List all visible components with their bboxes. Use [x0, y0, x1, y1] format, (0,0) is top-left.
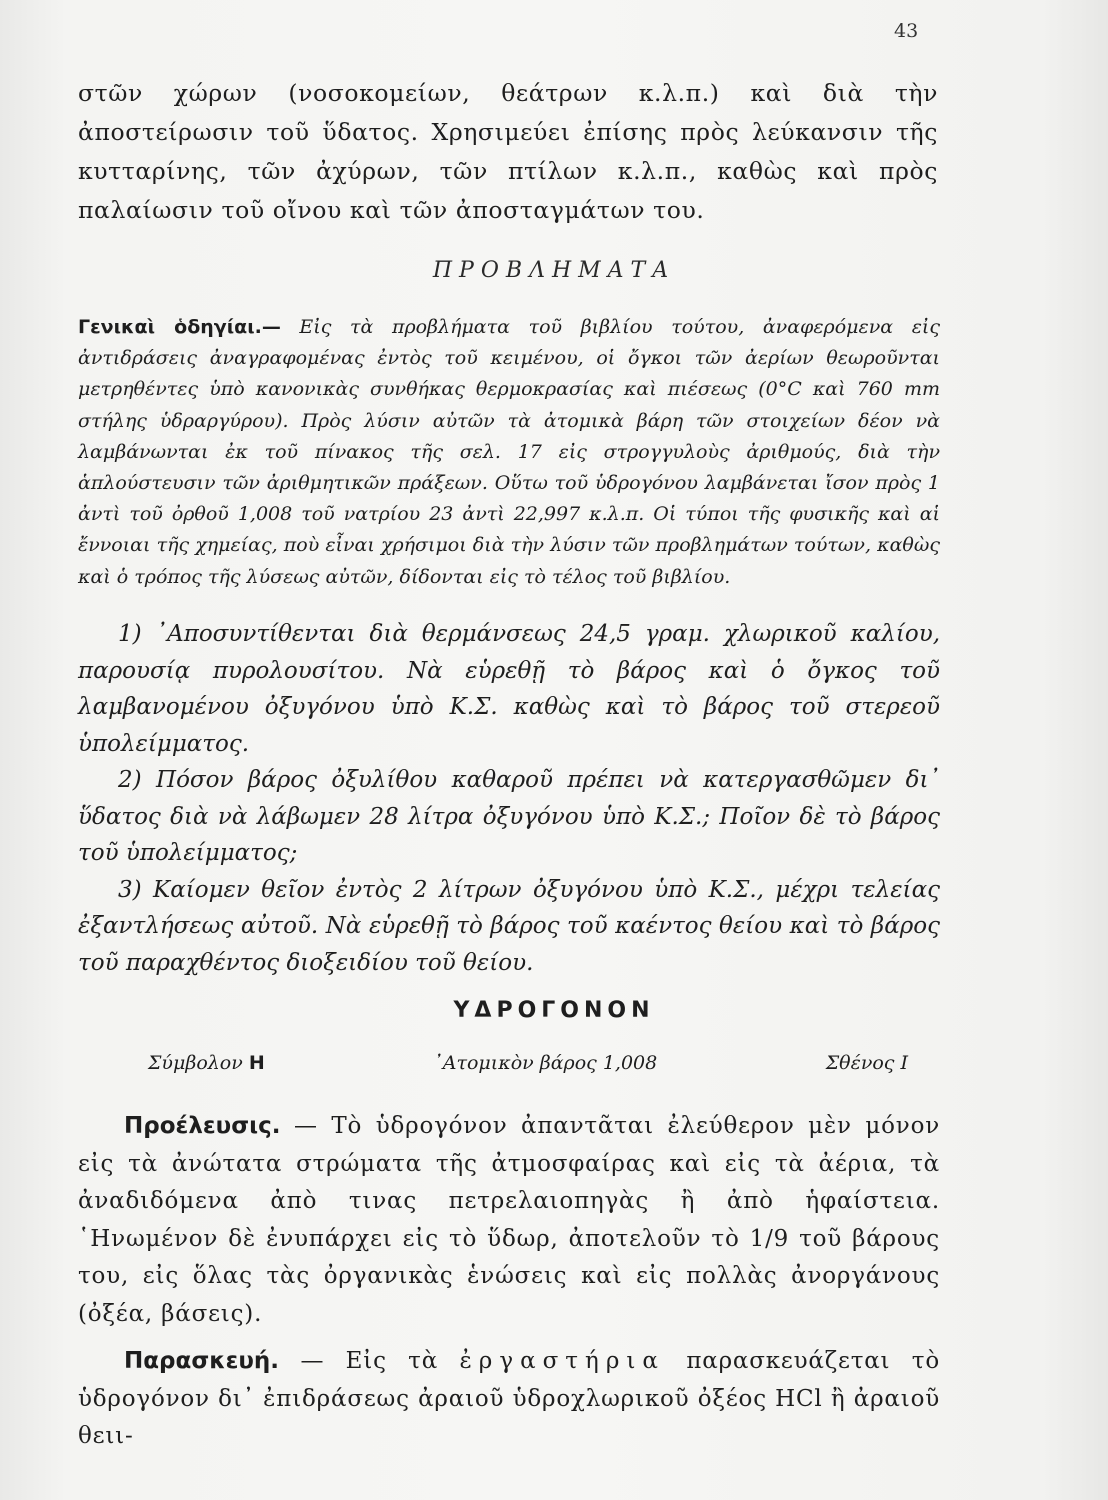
problem-list — [78, 616, 940, 981]
problems-heading: ΠΡΟΒΛΗΜΑΤΑ — [432, 258, 676, 283]
valence: Σθένος I — [825, 1052, 908, 1074]
problem-item: 2) Πόσον βάρος ὀξυλίθου καθαροῦ πρέπει νὰ κατεργασθῶμεν δι᾿ ὕδατος διὰ νὰ λάβωμεν 28 λίτρα ὀξυγόνου ὑπὸ Κ.Σ.; Ποῖον δὲ τὸ βάρος τοῦ ὑπολείμματος; — [78, 767, 940, 866]
symbol-label: Σύμβολον — [148, 1052, 243, 1074]
page-number: 43 — [894, 20, 919, 42]
problem-item: 3) Καίομεν θεῖον ἐντὸς 2 λίτρων ὀξυγόνου ὑπὸ Κ.Σ., μέχρι τελείας ἐξαντλήσεως αὐτοῦ. Νὰ εὑρεθῇ τὸ βάρος τοῦ καέντος θείου καὶ τὸ βάρος τοῦ παραχθέντος διοξειδίου τοῦ θείου. — [78, 876, 940, 976]
problem-item: 1) ᾿Αποσυντίθενται διὰ θερμάνσεως 24,5 γραμ. χλωρικοῦ καλίου, παρουσίᾳ πυρολουσίτου. Νὰ εὑρεθῇ τὸ βάρος καὶ ὁ ὄγκος τοῦ λαμβανομένου ὀξυγόνου ὑπὸ Κ.Σ. καθὼς καὶ τὸ βάρος τοῦ στερεοῦ ὑπολείμματος. — [78, 621, 940, 757]
body-text — [78, 1108, 940, 1456]
atomic-weight: ᾿Ατομικὸν βάρος 1,008 — [433, 1052, 658, 1074]
element-heading: ΥΔΡΟΓΟΝΟΝ — [453, 998, 655, 1023]
origin-paragraph — [78, 1108, 940, 1333]
element-symbol — [148, 1052, 265, 1074]
preparation-paragraph — [78, 1343, 940, 1456]
instructions-lead: Γενικαὶ ὁδηγίαι.— — [78, 316, 281, 338]
preparation-dash: — Εἰς τὰ — [279, 1348, 460, 1374]
origin-text: — Τὸ ὑδρογόνον ἀπαντᾶται ἐλεύθερον μὲν μόνον εἰς τὰ ἀνώτατα στρώματα τῆς ἀτμοσφαίρας καὶ εἰς τὰ ἀέρια, τὰ ἀναδιδόμενα ἀπὸ τινας πετρελαιοπηγὰς ἢ ἀπὸ ἡφαίστεια. ῾Ηνωμένον δὲ ἐνυπάρχει εἰς τὸ ὕδωρ, ἀποτελοῦν τὸ 1/9 τοῦ βάρους του, εἰς ὅλας τὰς ὀργανικὰς ἑνώσεις καὶ εἰς πολλὰς ἀνοργάνους (ὀξέα, βάσεις). — [78, 1113, 940, 1327]
origin-heading: Προέλευσις. — [124, 1113, 281, 1139]
preparation-text: παρασκευάζεται τὸ ὑδρογόνον δι᾿ ἐπιδράσεως ἀραιοῦ ὑδροχλωρικοῦ ὀξέος HCl ἢ ἀραιοῦ θειι- — [78, 1348, 940, 1449]
instructions-text: Εἰς τὰ προβλήματα τοῦ βιβλίου τούτου, ἀναφερόμενα εἰς ἀντιδράσεις ἀναγραφομένας ἐντὸς τοῦ κειμένου, οἱ ὄγκοι τῶν ἀερίων θεωροῦνται μετρηθέντες ὑπὸ κανονικὰς συνθήκας θερμοκρασίας καὶ πιέσεως (0°C καὶ 760 mm στήλης ὑδραργύρου). Πρὸς λύσιν αὐτῶν τὰ ἀτομικὰ βάρη τῶν στοιχείων δέον νὰ λαμβάνωνται ἐκ τοῦ πίνακος τῆς σελ. 17 εἰς στρογγυλοὺς ἀριθμούς, διὰ τὴν ἁπλούστευσιν τῶν ἀριθμητικῶν πράξεων. Οὕτω τοῦ ὑδρογόνου λαμβάνεται ἴσον πρὸς 1 ἀντὶ τοῦ ὀρθοῦ 1,008 τοῦ νατρίου 23 ἀντὶ 22,997 κ.λ.π. Οἱ τύποι τῆς φυσικῆς καὶ αἱ ἔννοιαι τῆς χημείας, ποὺ εἶναι χρήσιμοι διὰ τὴν λύσιν τῶν προβλημάτων τούτων, καθὼς καὶ ὁ τρόπος τῆς λύσεως αὐτῶν, δίδονται εἰς τὸ τέλος τοῦ βιβλίου. — [78, 316, 940, 588]
element-info-row — [148, 1052, 908, 1074]
preparation-heading: Παρασκευή. — [124, 1348, 280, 1374]
intro-paragraph: στῶν χώρων (νοσοκομείων, θεάτρων κ.λ.π.) καὶ διὰ τὴν ἀποστείρωσιν τοῦ ὕδατος. Χρησιμεύει ἐπίσης πρὸς λεύκανσιν τῆς κυτταρίνης, τῶν ἀχύρων, τῶν πτίλων κ.λ.π., καθὼς καὶ πρὸς παλαίωσιν τοῦ οἴνου καὶ τῶν ἀποσταγμάτων του. — [78, 79, 938, 224]
symbol-value: H — [248, 1052, 265, 1074]
preparation-spaced-word: ἐργαστήρια — [459, 1348, 665, 1374]
general-instructions — [78, 312, 940, 593]
